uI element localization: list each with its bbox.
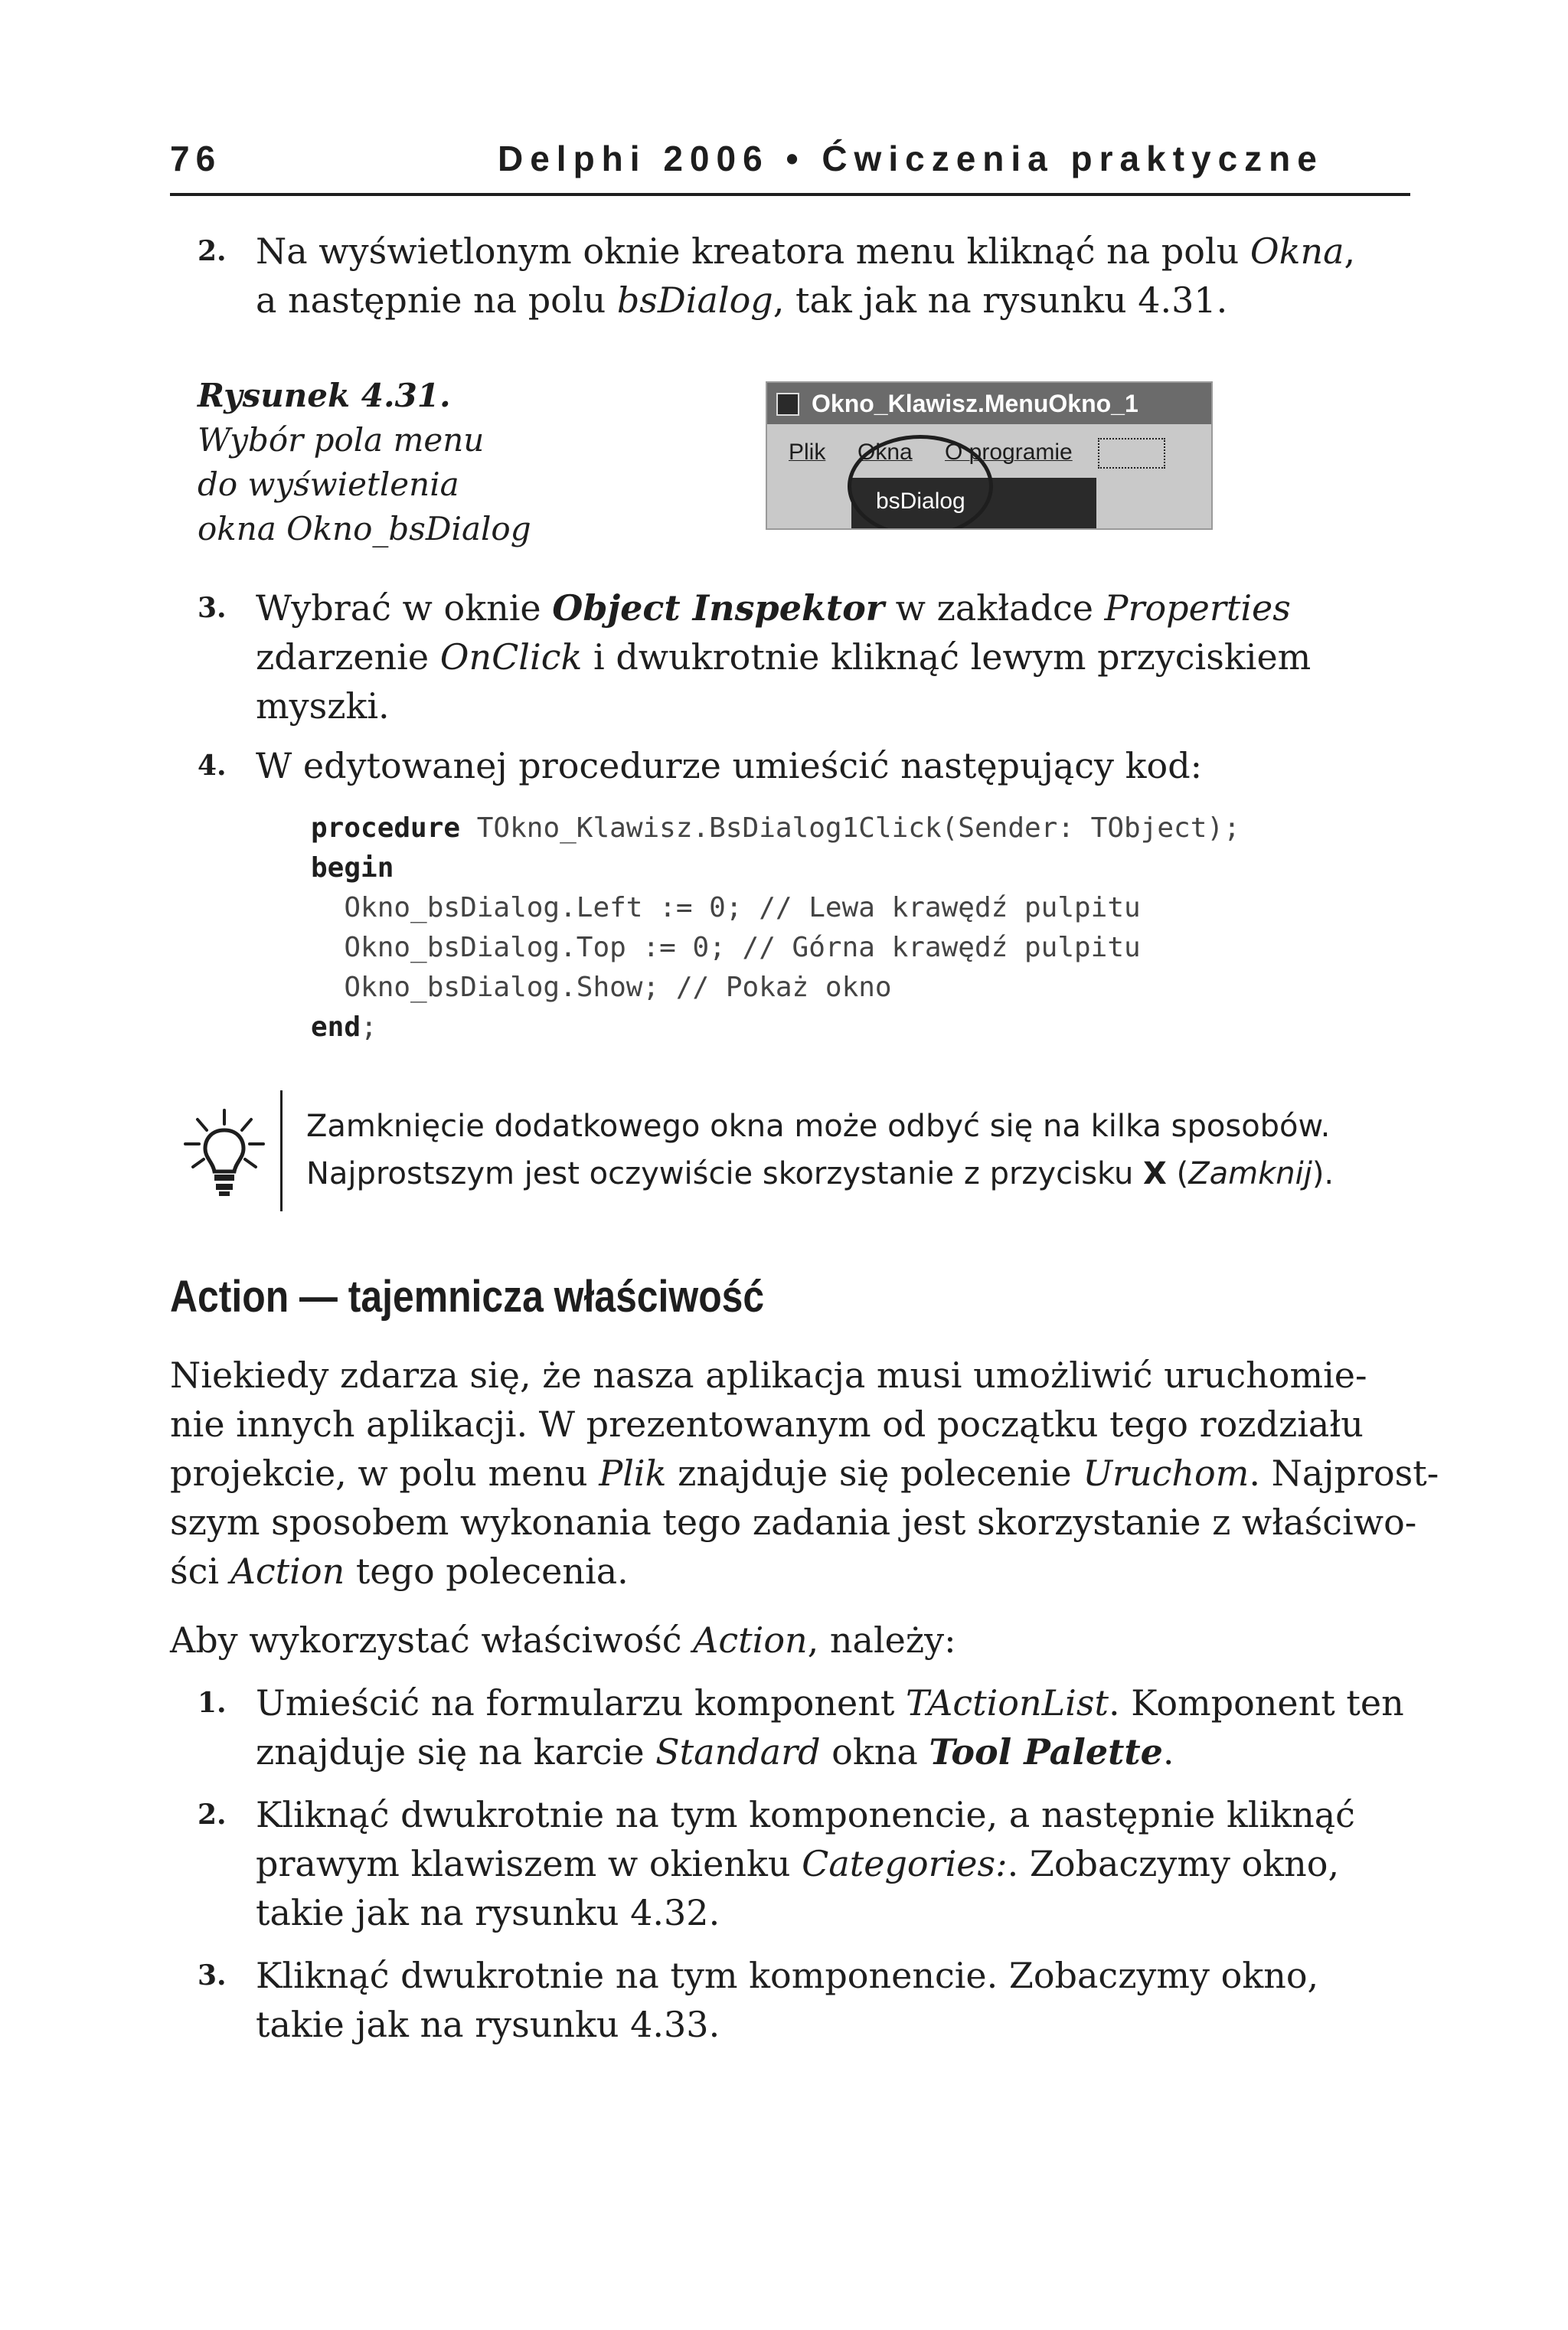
step-number: 3. bbox=[198, 592, 227, 624]
list-text bbox=[256, 1951, 1318, 2049]
emphasis: Uruchom bbox=[1083, 1453, 1250, 1494]
text-run: . Komponent ten bbox=[1108, 1682, 1404, 1724]
figure-caption bbox=[198, 374, 531, 551]
tip-divider bbox=[280, 1090, 283, 1211]
caption-line: do wyświetlenia bbox=[198, 466, 459, 503]
emphasis: Properties bbox=[1104, 587, 1291, 629]
running-header bbox=[170, 138, 1410, 196]
step-3 bbox=[198, 583, 1423, 737]
text-run: . Najprost- bbox=[1249, 1453, 1439, 1494]
text-line: Niekiedy zdarza się, że nasza aplikacja musi umożliwić uruchomie- bbox=[170, 1355, 1367, 1396]
text-run: prawym klawiszem w okienku bbox=[256, 1843, 802, 1884]
list-item bbox=[198, 1790, 1423, 1943]
paragraph bbox=[170, 1351, 1439, 1596]
step-4 bbox=[198, 741, 1423, 795]
text-run: projekcie, w polu menu bbox=[170, 1453, 599, 1494]
text-line: szym sposobem wykonania tego zadania jest skorzystanie z właściwo- bbox=[170, 1502, 1417, 1543]
text-line bbox=[256, 227, 1355, 276]
step-text bbox=[256, 227, 1355, 325]
caption-line: okna Okno_bsDialog bbox=[198, 510, 531, 547]
text-run: , bbox=[1344, 230, 1356, 272]
text-line bbox=[256, 1839, 1355, 1888]
text-run: , tak jak na rysunku 4.31. bbox=[773, 279, 1228, 321]
text-run: Na wyświetlonym oknie kreatora menu kliknąć na polu bbox=[256, 230, 1250, 272]
list-item bbox=[198, 1678, 1423, 1778]
text-run: i dwukrotnie kliknąć lewym przyciskiem bbox=[582, 636, 1312, 678]
text-run: a następnie na polu bbox=[256, 279, 617, 321]
emphasis: Okna bbox=[1250, 230, 1344, 272]
text-run: . bbox=[1162, 1731, 1174, 1773]
text-line: takie jak na rysunku 4.32. bbox=[256, 1892, 720, 1933]
page-number: 76 bbox=[170, 139, 222, 178]
emphasis: bsDialog bbox=[616, 279, 773, 321]
menu-item-okna[interactable]: Okna bbox=[858, 440, 913, 465]
highlight-circle bbox=[848, 435, 993, 530]
menu-item-empty[interactable] bbox=[1098, 438, 1165, 469]
text-line bbox=[256, 276, 1355, 325]
emphasis: Action bbox=[693, 1619, 808, 1661]
list-number: 1. bbox=[198, 1687, 227, 1719]
caption-line: Wybór pola menu bbox=[198, 421, 485, 459]
text-line bbox=[170, 1616, 956, 1665]
bold-italic: Tool Palette bbox=[929, 1731, 1163, 1773]
text-line: Kliknąć dwukrotnie na tym komponencie, a następnie kliknąć bbox=[256, 1794, 1355, 1835]
app-icon bbox=[776, 393, 799, 416]
text-run: znajduje się polecenie bbox=[666, 1453, 1083, 1494]
code-text: ; bbox=[361, 1011, 377, 1043]
list-item bbox=[198, 1951, 1423, 2051]
text-run: . Zobaczymy okno, bbox=[1007, 1843, 1340, 1884]
text-run: Umieścić na formularzu komponent bbox=[256, 1682, 906, 1724]
text-line bbox=[170, 1547, 1439, 1596]
emphasis: Standard bbox=[655, 1731, 821, 1773]
bold-text: X bbox=[1143, 1156, 1167, 1191]
text-line: W edytowanej procedurze umieścić następujący kod: bbox=[256, 745, 1203, 786]
lightbulb-icon bbox=[182, 1107, 266, 1199]
tip-line: Zamknięcie dodatkowego okna może odbyć się na kilka sposobów. bbox=[306, 1109, 1331, 1144]
text-line: takie jak na rysunku 4.33. bbox=[256, 2004, 720, 2045]
step-2 bbox=[198, 227, 1423, 326]
text-line bbox=[256, 583, 1311, 632]
paragraph bbox=[170, 1616, 956, 1665]
text-run: ści bbox=[170, 1551, 230, 1592]
emphasis: Categories: bbox=[802, 1843, 1008, 1884]
text-run: ). bbox=[1312, 1156, 1334, 1191]
text-line bbox=[256, 632, 1311, 681]
code-line bbox=[311, 809, 1240, 848]
window-title: Okno_Klawisz.MenuOkno_1 bbox=[812, 390, 1138, 417]
emphasis: Plik bbox=[599, 1453, 667, 1494]
text-run: Wybrać w oknie bbox=[256, 587, 553, 629]
step-number: 2. bbox=[198, 235, 227, 267]
code-line bbox=[311, 1008, 1240, 1047]
text-run: tego polecenia. bbox=[345, 1551, 629, 1592]
emphasis: TActionList bbox=[905, 1682, 1109, 1724]
text-run: okna bbox=[820, 1731, 929, 1773]
section-heading: Action — tajemnicza właściwość bbox=[170, 1272, 765, 1322]
step-number: 4. bbox=[198, 750, 227, 782]
list-text bbox=[256, 1678, 1404, 1776]
text-run: w zakładce bbox=[884, 587, 1105, 629]
text-line: myszki. bbox=[256, 685, 390, 727]
text-line bbox=[170, 1449, 1439, 1498]
menu-item-plik[interactable]: Plik bbox=[789, 440, 826, 465]
keyword: begin bbox=[311, 852, 394, 884]
code-line: Okno_bsDialog.Left := 0; // Lewa krawędź pulpitu bbox=[311, 892, 1141, 923]
code-listing bbox=[311, 809, 1240, 1047]
emphasis: Action bbox=[230, 1551, 345, 1592]
code-text: TOkno_Klawisz.BsDialog1Click(Sender: TObject); bbox=[460, 812, 1240, 844]
step-text bbox=[256, 741, 1202, 790]
text-run: znajduje się na karcie bbox=[256, 1731, 656, 1773]
keyword: procedure bbox=[311, 812, 461, 844]
emphasis: OnClick bbox=[439, 636, 583, 678]
menu-designer-screenshot bbox=[766, 381, 1213, 530]
list-text bbox=[256, 1790, 1355, 1937]
window-title-bar bbox=[767, 383, 1211, 424]
bold-italic: Object Inspektor bbox=[552, 587, 884, 629]
menu-item-o-programie[interactable]: O programie bbox=[945, 440, 1073, 465]
keyword: end bbox=[311, 1011, 361, 1043]
text-run: ( bbox=[1166, 1156, 1189, 1191]
code-line bbox=[311, 848, 1240, 888]
list-number: 2. bbox=[198, 1799, 227, 1831]
list-number: 3. bbox=[198, 1959, 227, 1992]
code-line: Okno_bsDialog.Top := 0; // Górna krawędź pulpitu bbox=[311, 932, 1141, 963]
emphasis: Zamknij bbox=[1188, 1156, 1312, 1191]
tip-text bbox=[306, 1103, 1334, 1198]
text-run: zdarzenie bbox=[256, 636, 440, 678]
caption-title: Rysunek 4.31. bbox=[198, 377, 451, 414]
running-title: Delphi 2006 • Ćwiczenia praktyczne bbox=[498, 139, 1324, 178]
code-line: Okno_bsDialog.Show; // Pokaż okno bbox=[311, 972, 892, 1003]
text-run: Aby wykorzystać właściwość bbox=[170, 1619, 694, 1661]
text-line bbox=[256, 1678, 1404, 1727]
text-line bbox=[256, 1727, 1404, 1776]
text-run: , należy: bbox=[807, 1619, 956, 1661]
tip-line bbox=[306, 1150, 1334, 1198]
text-run: Najprostszym jest oczywiście skorzystanie z przycisku bbox=[306, 1156, 1144, 1191]
step-text bbox=[256, 583, 1311, 730]
text-line: nie innych aplikacji. W prezentowanym od początku tego rozdziału bbox=[170, 1404, 1364, 1445]
text-line: Kliknąć dwukrotnie na tym komponencie. Zobaczymy okno, bbox=[256, 1955, 1319, 1996]
dropdown-item-bsdialog[interactable]: bsDialog bbox=[876, 489, 965, 514]
